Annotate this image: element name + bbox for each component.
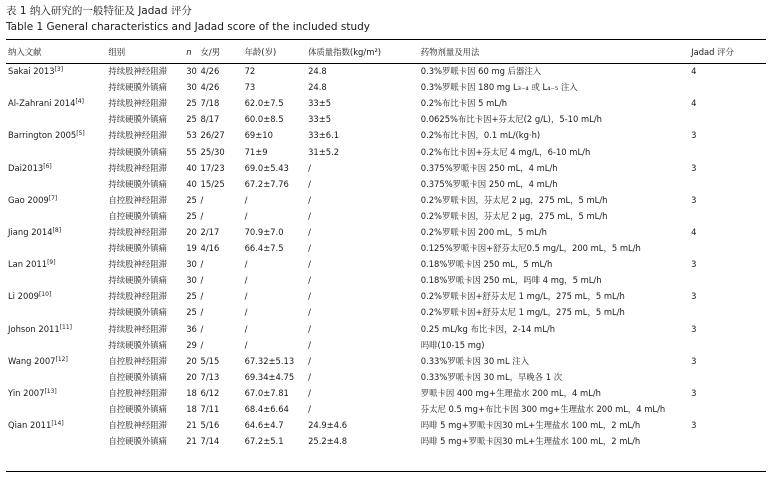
age-cell: 67.0±7.81 <box>244 387 289 398</box>
drug-cell: 0.2%布比卡因+芬太尼 4 mg/L，6-10 mL/h <box>420 146 591 157</box>
age-cell: 64.6±4.7 <box>244 420 284 431</box>
age-cell: 60.0±8.5 <box>244 114 284 125</box>
sex-cell: / <box>200 307 204 318</box>
drug-cell: 0.2%罗哌卡因，芬太尼 2 μg，275 mL，5 mL/h <box>420 210 608 221</box>
bmi-cell: / <box>308 323 311 334</box>
age-cell: 69±10 <box>244 130 273 141</box>
reference-marker: [12] <box>55 355 68 363</box>
group-cell: 持续股神经阻滞 <box>108 98 167 109</box>
reference-marker: [5] <box>76 130 85 138</box>
group-cell: 持续硬膜外镇痛 <box>108 307 167 318</box>
table-row <box>6 208 766 224</box>
n-cell: 21 <box>186 436 197 447</box>
reference-marker: [7] <box>48 194 58 202</box>
age-cell: / <box>244 307 248 318</box>
n-cell: 40 <box>186 178 197 189</box>
jadad-cell: 3 <box>691 259 697 270</box>
group-cell: 持续硬膜外镇痛 <box>108 339 167 350</box>
study-name: Gao 2009 <box>8 194 49 205</box>
study-cell <box>6 304 106 320</box>
study-name: Dai2013 <box>8 162 44 173</box>
drug-cell: 0.2%布比卡因 5 mL/h <box>420 98 508 109</box>
n-cell: 25 <box>186 291 197 302</box>
study-cell <box>6 288 106 304</box>
age-cell: 72 <box>244 66 256 77</box>
group-cell: 自控硬膜外镇痛 <box>108 436 167 447</box>
jadad-cell <box>689 208 766 224</box>
n-cell: 25 <box>186 114 197 125</box>
bmi-cell: 24.8 <box>308 82 327 93</box>
bmi-cell: / <box>308 243 311 254</box>
group-cell: 持续股神经阻滞 <box>108 291 167 302</box>
age-cell: 73 <box>244 82 256 93</box>
drug-cell: 0.18%罗哌卡因 250 mL，5 mL/h <box>420 259 553 270</box>
n-cell: 30 <box>186 82 197 93</box>
n-cell: 20 <box>186 355 197 366</box>
study-cell <box>6 401 106 417</box>
table-row <box>6 272 766 288</box>
reference-marker: [3] <box>54 66 64 74</box>
group-cell: 持续硬膜外镇痛 <box>108 178 167 189</box>
study-cell <box>6 369 106 385</box>
drug-cell: 吗啡 5 mg+罗哌卡因30 mL+生理盐水 100 mL，2 mL/h <box>420 436 641 447</box>
study-name: Al-Zahrani 2014 <box>8 98 76 109</box>
table-row <box>6 369 766 385</box>
group-cell: 持续股神经阻滞 <box>108 162 167 173</box>
jadad-cell: 3 <box>691 162 697 173</box>
drug-cell: 0.0625%布比卡因+芬太尼(2 g/L)，5-10 mL/h <box>420 114 602 125</box>
jadad-cell <box>689 240 766 256</box>
drug-cell: 0.125%罗哌卡因+舒芬太尼0.5 mg/L，200 mL，5 mL/h <box>420 243 641 254</box>
jadad-cell <box>689 304 766 320</box>
table-row <box>6 288 766 304</box>
jadad-cell <box>689 401 766 417</box>
table-row <box>6 176 766 192</box>
sex-cell: 4/26 <box>200 82 220 93</box>
drug-cell: 0.375%罗哌卡因 250 mL，4 mL/h <box>420 162 558 173</box>
sex-cell: / <box>200 323 204 334</box>
drug-cell: 吗啡(10-15 mg) <box>420 339 485 350</box>
study-name: Lan 2011 <box>8 259 48 270</box>
bmi-cell: / <box>308 226 311 237</box>
jadad-cell: 3 <box>691 355 697 366</box>
drug-cell: 0.2%罗哌卡因+舒芬太尼 1 mg/L，275 mL，5 mL/h <box>420 291 625 302</box>
table-row <box>6 337 766 353</box>
group-cell: 自控股神经阻滞 <box>108 194 167 205</box>
sex-cell: 17/23 <box>200 162 225 173</box>
bmi-cell: 24.8 <box>308 66 327 77</box>
drug-cell: 0.375%罗哌卡因 250 mL，4 mL/h <box>420 178 558 189</box>
study-cell <box>6 417 106 433</box>
table-row <box>6 111 766 127</box>
group-cell: 持续股神经阻滞 <box>108 226 167 237</box>
study-cell <box>6 208 106 224</box>
group-cell: 持续硬膜外镇痛 <box>108 114 167 125</box>
bmi-cell: 25.2±4.8 <box>308 436 348 447</box>
study-cell <box>6 160 106 176</box>
drug-cell: 0.33%罗哌卡因 30 mL，早晚各 1 次 <box>420 371 563 382</box>
age-cell: / <box>244 323 248 334</box>
sex-cell: 15/25 <box>200 178 225 189</box>
table-body <box>6 63 766 449</box>
n-cell: 40 <box>186 162 197 173</box>
table-row <box>6 63 766 79</box>
group-cell: 持续硬膜外镇痛 <box>108 82 167 93</box>
bmi-cell: 31±5.2 <box>308 146 340 157</box>
sex-cell: 26/27 <box>200 130 225 141</box>
study-cell <box>6 79 106 95</box>
table-row <box>6 304 766 320</box>
n-cell: 25 <box>186 194 197 205</box>
study-cell <box>6 256 106 272</box>
sex-cell: 7/14 <box>200 436 220 447</box>
bmi-cell: / <box>308 210 311 221</box>
n-cell: 18 <box>186 404 197 415</box>
table-row <box>6 433 766 449</box>
jadad-cell <box>689 272 766 288</box>
sex-cell: / <box>200 210 204 221</box>
table-row <box>6 353 766 369</box>
reference-marker: [4] <box>75 98 84 106</box>
group-cell: 自控股神经阻滞 <box>108 420 167 431</box>
age-cell: / <box>244 194 248 205</box>
table-row <box>6 224 766 240</box>
reference-marker: [8] <box>52 226 62 234</box>
table-row <box>6 321 766 337</box>
sex-cell: / <box>200 194 204 205</box>
n-cell: 20 <box>186 371 197 382</box>
study-cell <box>6 111 106 127</box>
sex-cell: 7/13 <box>200 371 220 382</box>
study-characteristics-table <box>6 40 766 449</box>
study-cell <box>6 63 106 79</box>
drug-cell: 0.3%罗哌卡因 180 mg L₃₋₄ 或 L₄₋₅ 注入 <box>420 82 578 93</box>
sex-cell: / <box>200 291 204 302</box>
sex-cell: 25/30 <box>200 146 225 157</box>
drug-cell: 0.3%罗哌卡因 60 mg 后器注入 <box>420 66 542 77</box>
sex-cell: 8/17 <box>200 114 220 125</box>
age-cell: 69.34±4.75 <box>244 371 295 382</box>
bmi-cell: / <box>308 339 311 350</box>
study-cell <box>6 385 106 401</box>
group-cell: 自控硬膜外镇痛 <box>108 404 167 415</box>
sex-cell: / <box>200 339 204 350</box>
bmi-cell: / <box>308 355 311 366</box>
n-cell: 20 <box>186 226 197 237</box>
study-cell <box>6 127 106 143</box>
table-row <box>6 79 766 95</box>
age-cell: 66.4±7.5 <box>244 243 284 254</box>
group-cell: 自控硬膜外镇痛 <box>108 371 167 382</box>
jadad-cell: 4 <box>691 226 697 237</box>
n-cell: 18 <box>186 387 197 398</box>
age-cell: / <box>244 259 248 270</box>
age-cell: / <box>244 275 248 286</box>
drug-cell: 0.33%罗哌卡因 30 mL 注入 <box>420 355 530 366</box>
study-cell <box>6 143 106 159</box>
age-cell: 67.2±5.1 <box>244 436 284 447</box>
age-cell: 67.2±7.76 <box>244 178 289 189</box>
jadad-cell <box>689 79 766 95</box>
jadad-cell <box>689 433 766 449</box>
bmi-cell: / <box>308 371 311 382</box>
jadad-cell: 4 <box>691 98 697 109</box>
group-cell: 持续股神经阻滞 <box>108 259 167 270</box>
bmi-cell: / <box>308 307 311 318</box>
bmi-cell: / <box>308 291 311 302</box>
col-header-bmi: 体质量指数(kg/m²) <box>308 46 381 57</box>
study-name: Li 2009 <box>8 291 39 302</box>
jadad-cell <box>689 337 766 353</box>
study-cell <box>6 433 106 449</box>
jadad-cell: 3 <box>691 291 697 302</box>
study-cell <box>6 272 106 288</box>
jadad-cell <box>689 111 766 127</box>
drug-cell: 0.2%罗哌卡因+舒芬太尼 1 mg/L，275 mL，5 mL/h <box>420 307 625 318</box>
sex-cell: 5/15 <box>200 355 220 366</box>
bmi-cell: / <box>308 404 311 415</box>
reference-marker: [14] <box>51 420 64 428</box>
study-cell <box>6 321 106 337</box>
group-cell: 自控股神经阻滞 <box>108 387 167 398</box>
n-cell: 19 <box>186 243 197 254</box>
reference-marker: [13] <box>44 387 57 395</box>
group-cell: 持续硬膜外镇痛 <box>108 275 167 286</box>
reference-marker: [9] <box>47 259 56 267</box>
drug-cell: 0.2%布比卡因，0.1 mL/(kg·h) <box>420 130 541 141</box>
sex-cell: 7/11 <box>200 404 220 415</box>
n-cell: 36 <box>186 323 197 334</box>
col-header-age: 年龄(岁) <box>244 46 277 57</box>
table-row <box>6 95 766 111</box>
table-caption-en: Table 1 General characteristics and Jadad score of the included study <box>6 21 370 33</box>
table-row <box>6 240 766 256</box>
jadad-cell: 3 <box>691 387 697 398</box>
group-cell: 持续股神经阻滞 <box>108 66 167 77</box>
study-name: Wang 2007 <box>8 355 56 366</box>
study-cell <box>6 337 106 353</box>
reference-marker: [6] <box>43 162 52 170</box>
bmi-cell: / <box>308 194 311 205</box>
jadad-cell: 4 <box>691 66 697 77</box>
study-cell <box>6 224 106 240</box>
group-cell: 持续股神经阻滞 <box>108 130 167 141</box>
jadad-cell <box>689 369 766 385</box>
group-cell: 持续股神经阻滞 <box>108 323 167 334</box>
table-row <box>6 160 766 176</box>
sex-cell: 4/26 <box>200 66 220 77</box>
drug-cell: 罗哌卡因 400 mg+生理盐水 200 mL，4 mL/h <box>420 387 601 398</box>
study-cell <box>6 95 106 111</box>
study-cell <box>6 176 106 192</box>
age-cell: 70.9±7.0 <box>244 226 284 237</box>
drug-cell: 0.25 mL/kg 布比卡因，2-14 mL/h <box>420 323 556 334</box>
sex-cell: 2/17 <box>200 226 220 237</box>
drug-cell: 0.2%罗哌卡因，芬太尼 2 μg，275 mL，5 mL/h <box>420 194 608 205</box>
bmi-cell: / <box>308 275 311 286</box>
table-row <box>6 143 766 159</box>
age-cell: 62.0±7.5 <box>244 98 284 109</box>
col-header-jadad: Jadad 评分 <box>691 46 734 57</box>
col-header-n: n <box>186 46 192 57</box>
n-cell: 53 <box>186 130 197 141</box>
group-cell: 持续硬膜外镇痛 <box>108 243 167 254</box>
age-cell: / <box>244 210 248 221</box>
drug-cell: 0.2%罗哌卡因 200 mL，5 mL/h <box>420 226 547 237</box>
drug-cell: 芬太尼 0.5 mg+布比卡因 300 mg+生理盐水 200 mL，4 mL/h <box>420 404 666 415</box>
n-cell: 25 <box>186 98 197 109</box>
age-cell: 68.4±6.64 <box>244 404 289 415</box>
table-row <box>6 401 766 417</box>
reference-marker: [10] <box>38 291 52 299</box>
n-cell: 25 <box>186 307 197 318</box>
age-cell: / <box>244 339 248 350</box>
table-row <box>6 127 766 143</box>
sex-cell: 5/16 <box>200 420 220 431</box>
jadad-cell: 3 <box>691 420 697 431</box>
age-cell: 69.0±5.43 <box>244 162 289 173</box>
group-cell: 自控股神经阻滞 <box>108 355 167 366</box>
jadad-cell: 3 <box>691 323 697 334</box>
n-cell: 29 <box>186 339 197 350</box>
table-row <box>6 256 766 272</box>
n-cell: 30 <box>186 66 197 77</box>
col-header-study: 纳入文献 <box>8 46 42 57</box>
n-cell: 30 <box>186 275 197 286</box>
sex-cell: 4/16 <box>200 243 220 254</box>
table-caption-cn: 表 1 纳入研究的一般特征及 Jadad 评分 <box>6 5 192 17</box>
jadad-cell <box>689 143 766 159</box>
study-name: Qian 2011 <box>8 420 52 431</box>
study-cell <box>6 192 106 208</box>
n-cell: 21 <box>186 420 197 431</box>
study-name: Johson 2011 <box>8 323 60 334</box>
bmi-cell: / <box>308 387 311 398</box>
table-row <box>6 192 766 208</box>
bmi-cell: 33±5 <box>308 114 332 125</box>
study-name: Sakai 2013 <box>8 66 55 77</box>
table-header-row <box>6 40 766 63</box>
col-header-sex: 女/男 <box>200 46 221 57</box>
bmi-cell: 33±5 <box>308 98 332 109</box>
drug-cell: 吗啡 5 mg+罗哌卡因30 mL+生理盐水 100 mL，2 mL/h <box>420 420 641 431</box>
col-header-drug: 药物剂量及用法 <box>420 46 480 57</box>
sex-cell: / <box>200 275 204 286</box>
study-cell <box>6 353 106 369</box>
study-name: Jiang 2014 <box>8 226 53 237</box>
age-cell: 67.32±5.13 <box>244 355 295 366</box>
n-cell: 30 <box>186 259 197 270</box>
sex-cell: 6/12 <box>200 387 220 398</box>
study-cell <box>6 240 106 256</box>
age-cell: 71±9 <box>244 146 268 157</box>
jadad-cell: 3 <box>691 130 697 141</box>
bmi-cell: 33±6.1 <box>308 130 340 141</box>
age-cell: / <box>244 291 248 302</box>
table-row <box>6 417 766 433</box>
bmi-cell: / <box>308 178 311 189</box>
n-cell: 55 <box>186 146 197 157</box>
table-row <box>6 385 766 401</box>
group-cell: 自控硬膜外镇痛 <box>108 210 167 221</box>
sex-cell: 7/18 <box>200 98 220 109</box>
drug-cell: 0.18%罗哌卡因 250 mL，吗啡 4 mg，5 mL/h <box>420 275 602 286</box>
bmi-cell: / <box>308 259 311 270</box>
sex-cell: / <box>200 259 204 270</box>
group-cell: 持续硬膜外镇痛 <box>108 146 167 157</box>
study-name: Barrington 2005 <box>8 130 77 141</box>
bmi-cell: / <box>308 162 311 173</box>
jadad-cell: 3 <box>691 194 697 205</box>
bottom-rule <box>6 471 766 472</box>
bmi-cell: 24.9±4.6 <box>308 420 348 431</box>
jadad-cell <box>689 176 766 192</box>
study-name: Yin 2007 <box>8 387 45 398</box>
reference-marker: [11] <box>59 323 73 331</box>
n-cell: 25 <box>186 210 197 221</box>
col-header-group: 组别 <box>108 46 126 57</box>
